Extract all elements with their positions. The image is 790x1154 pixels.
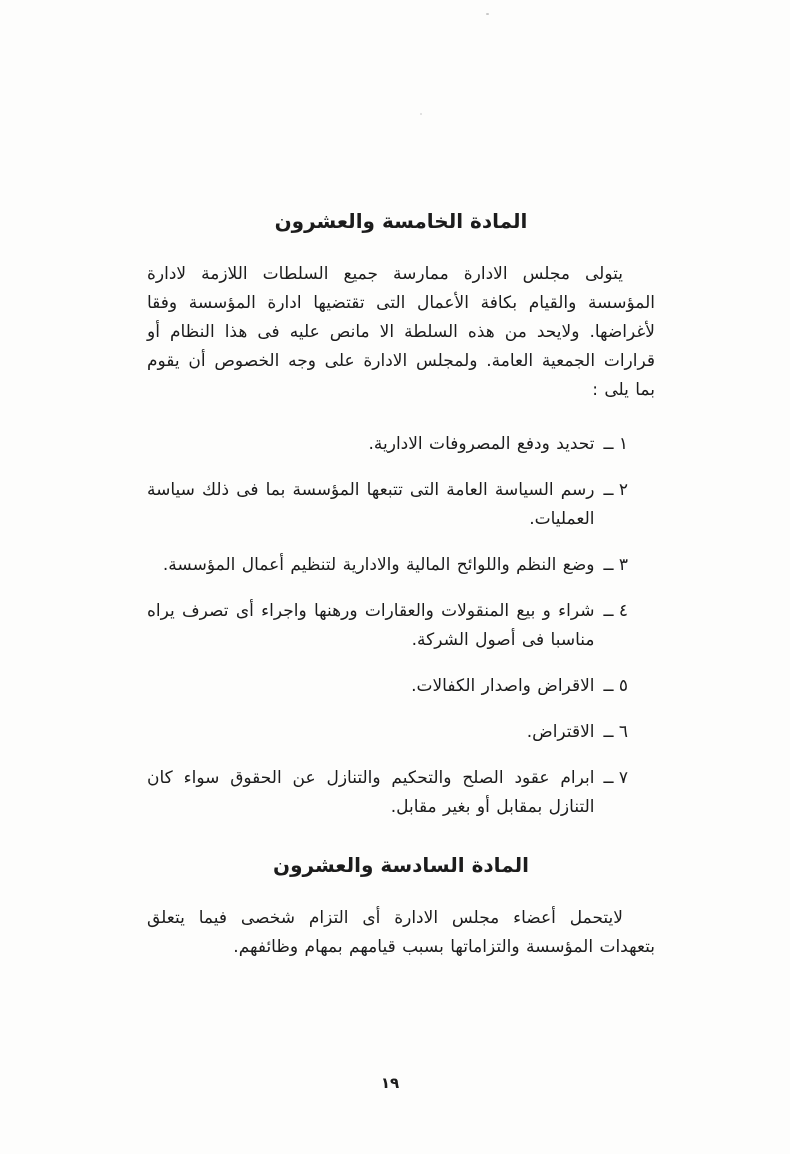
- article-26-body-paragraph: لايتحمل أعضاء مجلس الادارة أى التزام شخصى فيما يتعلق بتعهدات المؤسسة والتزاماتها بسبب قيامهم بمهام وظائفهم.: [147, 908, 655, 957]
- clause-text: الاقتراض.: [526, 722, 595, 742]
- clause-item-7: [147, 764, 628, 822]
- article-25-intro-paragraph: يتولى مجلس الادارة ممارسة جميع السلطات اللازمة لادارة المؤسسة والقيام بكافة الأعمال التى تقتضيها ادارة المؤسسة وفقا لأغراضها. ولايحد من هذه السلطة الا مانص عليه فى هذا النظام أو قرارات الجمعية العامة. ولمجلس الادارة على وجه الخصوص أن يقوم بما يلى :: [147, 264, 655, 400]
- clause-number: ١ ــ: [603, 434, 628, 454]
- clause-text: ابرام عقود الصلح والتحكيم والتنازل عن الحقوق سواء كان التنازل بمقابل أو بغير مقابل.: [147, 768, 595, 817]
- clause-text: وضع النظم واللوائح المالية والادارية لتنظيم أعمال المؤسسة.: [162, 555, 595, 575]
- clause-number: ٧ ــ: [603, 768, 628, 788]
- article-25-clause-list: [147, 430, 655, 822]
- clause-number: ٣ ــ: [603, 555, 628, 575]
- clause-text: تحديد ودفع المصروفات الادارية.: [368, 434, 595, 454]
- clause-number: ٢ ــ: [603, 480, 628, 500]
- clause-item-3: [147, 551, 628, 580]
- clause-text: الاقراض واصدار الكفالات.: [411, 676, 595, 696]
- page-number: ١٩: [380, 1074, 400, 1092]
- scan-speck: [420, 113, 422, 115]
- article-25-heading: المادة الخامسة والعشرون: [274, 209, 528, 233]
- scan-speck: [486, 13, 489, 15]
- clause-number: ٤ ــ: [603, 601, 628, 621]
- clause-number: ٦ ــ: [603, 722, 628, 742]
- clause-item-2: [147, 476, 628, 534]
- clause-text: شراء و بيع المنقولات والعقارات ورهنها واجراء أى تصرف يراه مناسبا فى أصول الشركة.: [147, 601, 595, 650]
- clause-item-5: [147, 672, 628, 701]
- clause-text: رسم السياسة العامة التى تتبعها المؤسسة بما فى ذلك سياسة العمليات.: [147, 480, 595, 529]
- clause-number: ٥ ــ: [603, 676, 628, 696]
- clause-item-4: [147, 597, 628, 655]
- clause-item-1: [147, 430, 628, 459]
- clause-item-6: [147, 718, 628, 747]
- article-26-heading: المادة السادسة والعشرون: [273, 853, 529, 877]
